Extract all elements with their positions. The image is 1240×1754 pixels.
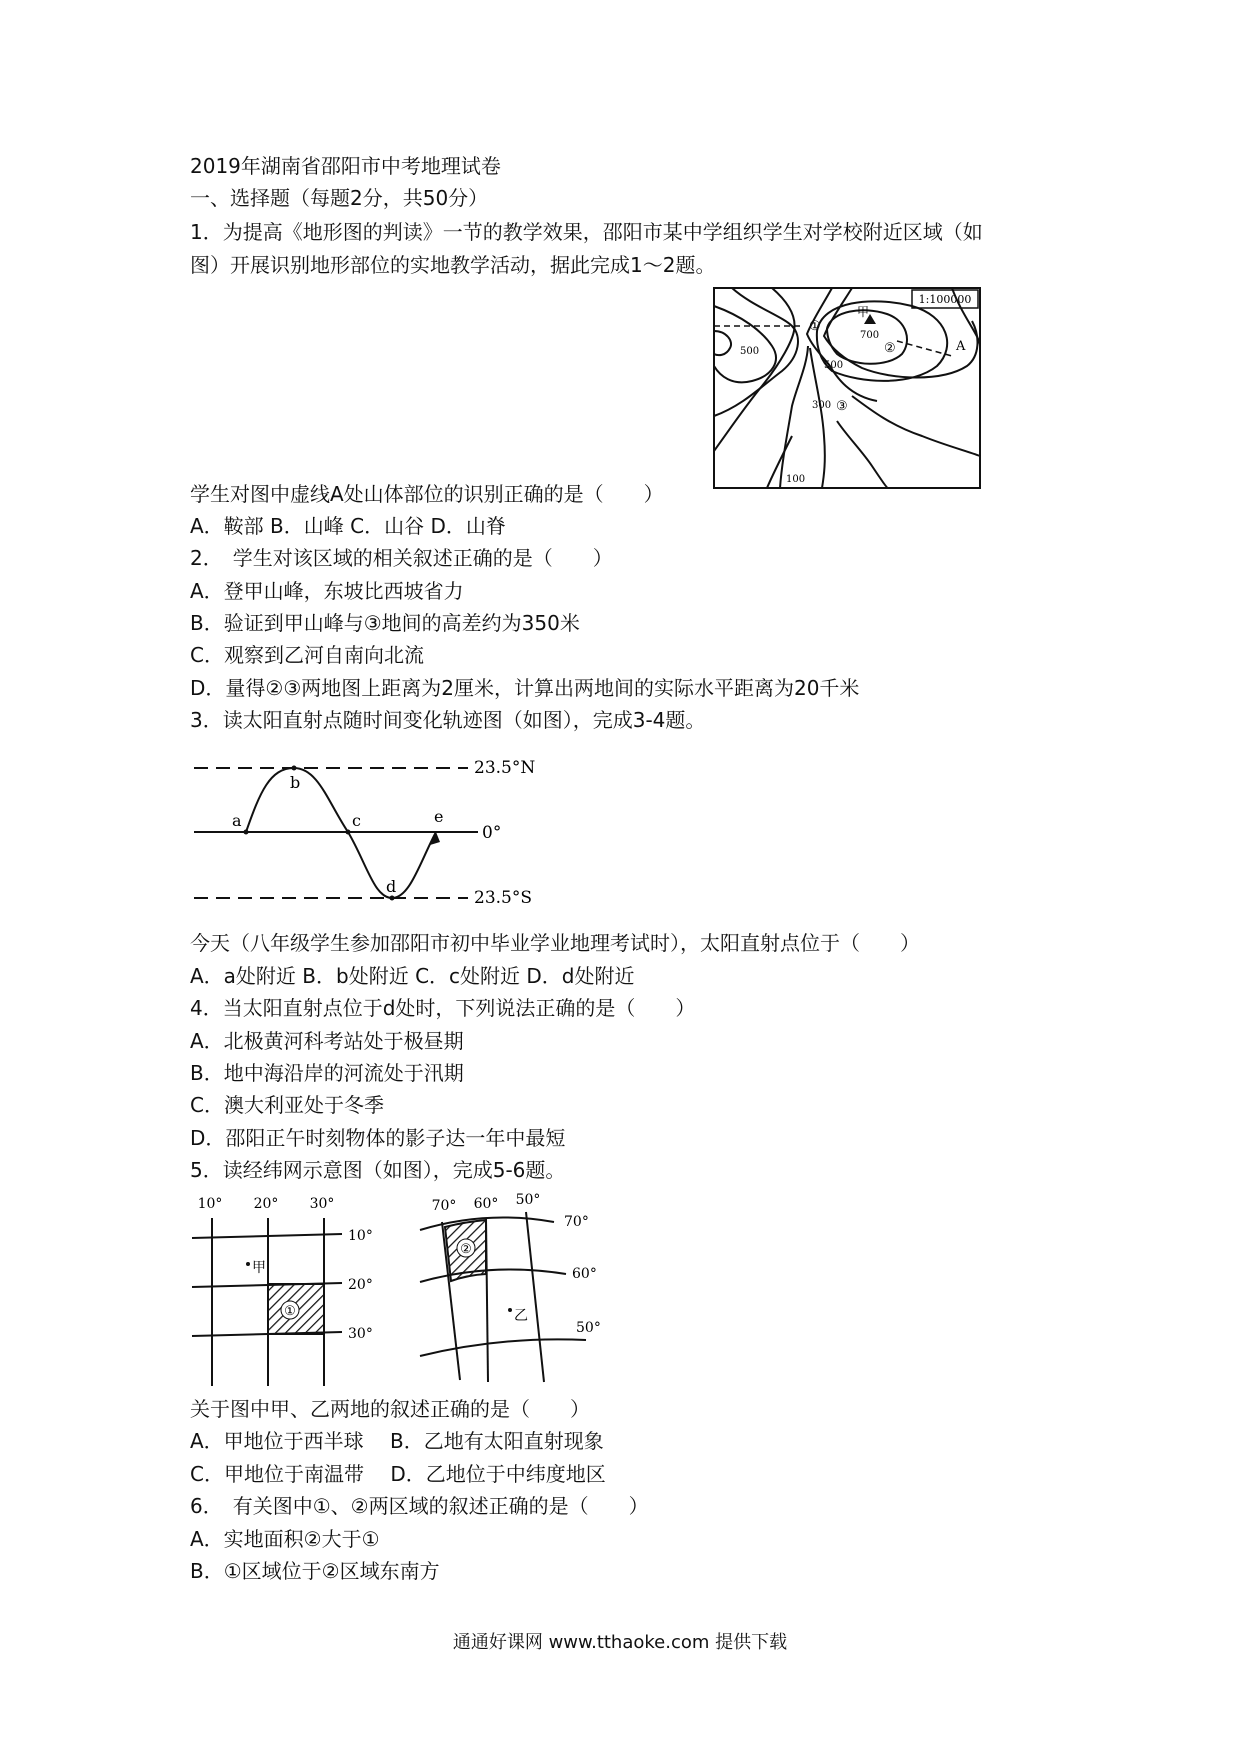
grid1-lat-10: 10° (348, 1228, 373, 1244)
q3-intro: 3．读太阳直射点随时间变化轨迹图（如图），完成3-4题。 (190, 708, 706, 732)
contour-lines (714, 288, 980, 488)
lat-lon-grid-map-1 (190, 1190, 390, 1390)
map-scale: 1:100000 (918, 293, 972, 306)
point-1: ① (809, 319, 821, 334)
place-jia: 甲 (252, 1260, 266, 1276)
q4-option-a: A．北极黄河科考站处于极昼期 (190, 1029, 464, 1053)
q2-option-a: A．登甲山峰，东坡比西坡省力 (190, 579, 464, 603)
grid2-lat-70: 70° (564, 1214, 589, 1230)
q1-stem: 学生对图中虚线A处山体部位的识别正确的是（ ） (190, 482, 664, 506)
grid1-lon-30: 30° (309, 1196, 335, 1212)
topographic-map (712, 286, 984, 492)
q1-intro-line2: 图）开展识别地形部位的实地教学活动，据此完成1～2题。 (190, 253, 716, 277)
region-1-label: ① (284, 1304, 296, 1319)
contour-100: 100 (786, 474, 806, 485)
point-c: c (352, 811, 361, 830)
grid1-lon-10: 10° (197, 1196, 223, 1212)
region-2-label: ② (460, 1242, 472, 1257)
q5-options-cd: C．甲地位于南温带 D．乙地位于中纬度地区 (190, 1462, 606, 1486)
peak-label: 甲 (857, 305, 870, 319)
grid1-lon-20: 20° (253, 1196, 279, 1212)
sun-path-diagram (188, 752, 548, 910)
contour-500-east: 500 (824, 360, 844, 371)
point-3: ③ (836, 399, 848, 414)
grid1-lat-30: 30° (348, 1326, 373, 1342)
contour-300: 300 (812, 400, 832, 411)
q4-stem: 4．当太阳直射点位于d处时，下列说法正确的是（ ） (190, 996, 696, 1020)
contour-500-west: 500 (740, 346, 760, 357)
contour-700: 700 (860, 330, 880, 341)
point-b: b (290, 773, 301, 792)
q5-stem: 关于图中甲、乙两地的叙述正确的是（ ） (190, 1397, 590, 1421)
grid2-lat-50: 50° (576, 1320, 601, 1336)
place-yi: 乙 (514, 1308, 528, 1324)
point-2: ② (884, 341, 896, 356)
point-d: d (386, 877, 397, 896)
grid1-lat-20: 20° (348, 1277, 373, 1293)
q6-option-b: B．①区域位于②区域东南方 (190, 1559, 440, 1583)
q6-stem: 6． 有关图中①、②两区域的叙述正确的是（ ） (190, 1494, 649, 1518)
q4-option-b: B．地中海沿岸的河流处于汛期 (190, 1061, 464, 1085)
grid2-lat-60: 60° (572, 1266, 597, 1282)
point-e: e (434, 807, 444, 826)
label-23-5s: 23.5°S (474, 888, 532, 908)
q1-options: A．鞍部 B．山峰 C．山谷 D．山脊 (190, 514, 506, 538)
q4-option-c: C．澳大利亚处于冬季 (190, 1093, 384, 1117)
q2-stem: 2． 学生对该区域的相关叙述正确的是（ ） (190, 546, 613, 570)
q5-intro: 5．读经纬网示意图（如图），完成5-6题。 (190, 1158, 566, 1182)
q3-stem: 今天（八年级学生参加邵阳市初中毕业学业地理考试时），太阳直射点位于（ ） (190, 931, 920, 955)
q6-option-a: A．实地面积②大于① (190, 1527, 380, 1551)
grid2-lon-50: 50° (515, 1192, 541, 1208)
lat-lon-grid-map-2 (416, 1190, 612, 1390)
point-a: a (232, 811, 242, 830)
label-equator: 0° (482, 823, 502, 843)
q1-intro-line1: 1．为提高《地形图的判读》一节的教学效果，邵阳市某中学组织学生对学校附近区域（如 (190, 220, 983, 244)
label-23-5n: 23.5°N (474, 758, 536, 778)
q2-option-d: D．量得②③两地图上距离为2厘米，计算出两地间的实际水平距离为20千米 (190, 676, 860, 700)
exam-title: 2019年湖南省邵阳市中考地理试卷 (190, 154, 501, 178)
q5-options-ab: A．甲地位于西半球 B．乙地有太阳直射现象 (190, 1429, 604, 1453)
q2-option-b: B．验证到甲山峰与③地间的高差约为350米 (190, 611, 580, 635)
footer-credit: 通通好课网 www.tthaoke.com 提供下载 (452, 1632, 788, 1653)
q4-option-d: D．邵阳正午时刻物体的影子达一年中最短 (190, 1126, 566, 1150)
grid2-lon-60: 60° (473, 1196, 499, 1212)
point-A: A (956, 339, 966, 354)
q3-options: A．a处附近 B．b处附近 C．c处附近 D．d处附近 (190, 964, 635, 988)
grid2-lon-70: 70° (431, 1198, 457, 1214)
q2-option-c: C．观察到乙河自南向北流 (190, 643, 424, 667)
section-heading: 一、选择题（每题2分，共50分） (190, 186, 489, 210)
